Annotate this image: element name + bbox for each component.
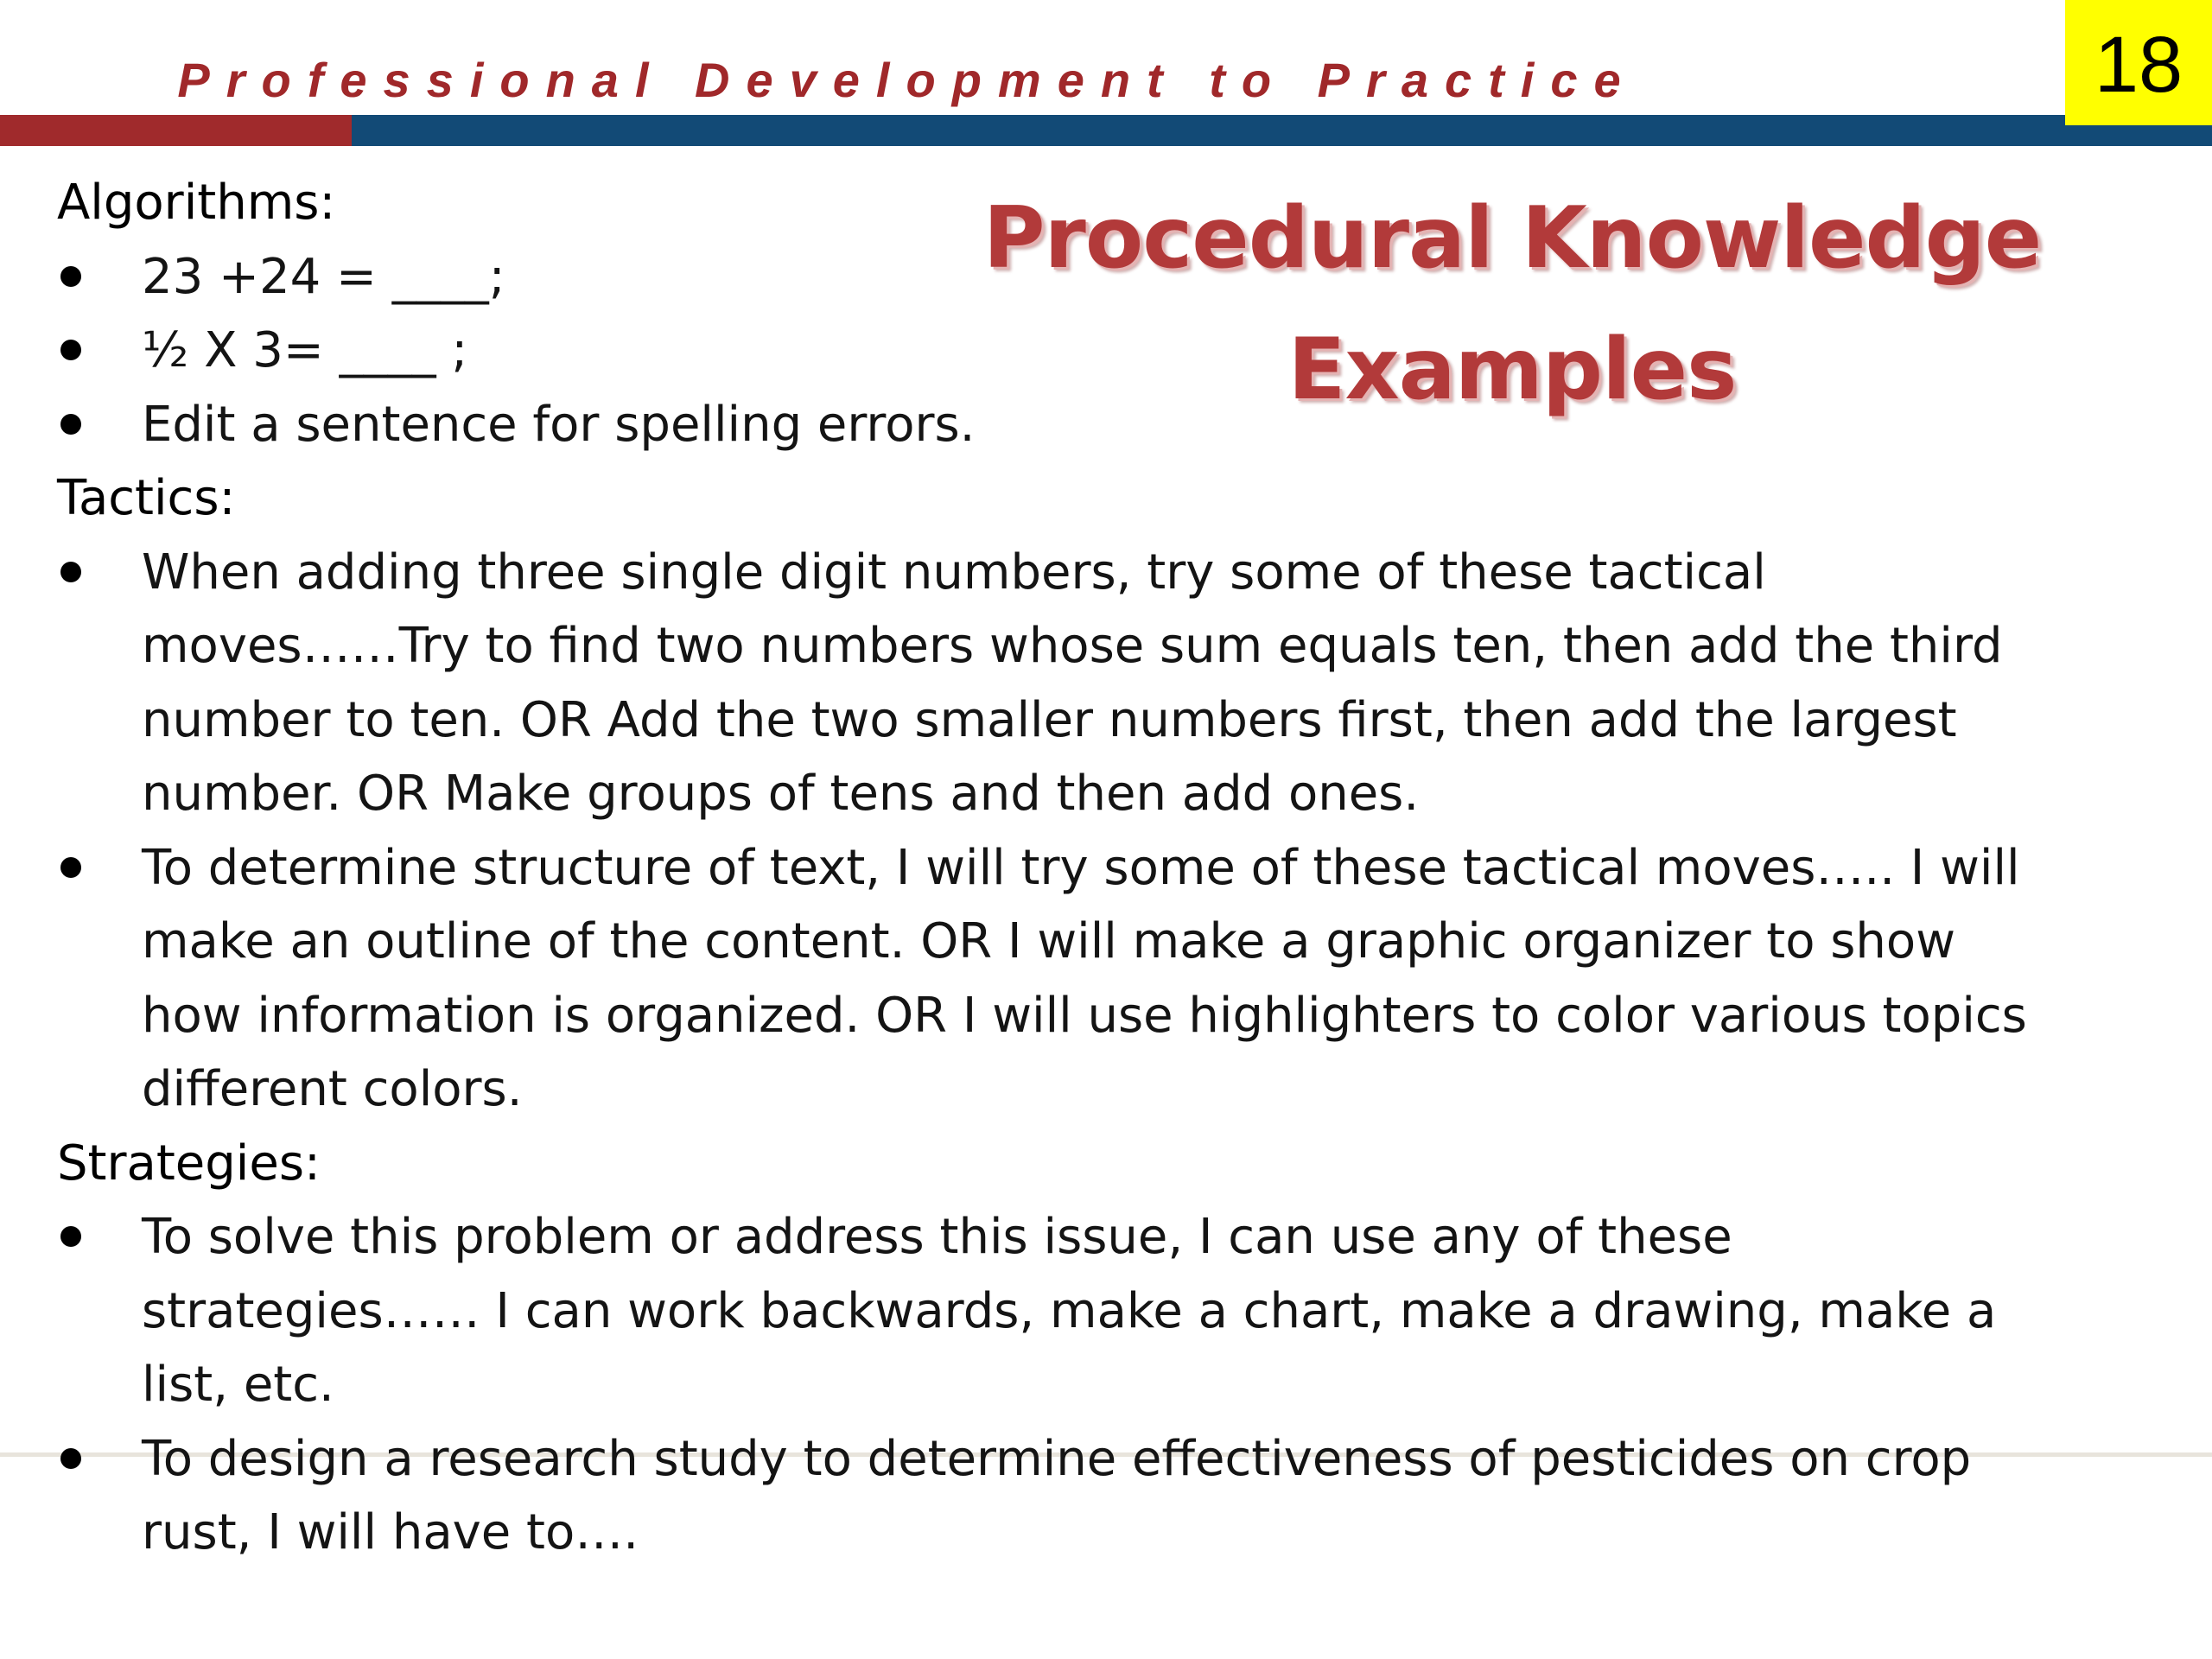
list-item [57, 1422, 2027, 1570]
bullet-icon [60, 414, 81, 435]
slide-title-line-1: Procedural Knowledge [982, 189, 2042, 288]
algorithms-list [57, 240, 2027, 462]
bullet-icon [60, 266, 81, 287]
tactics-heading: Tactics: [57, 470, 236, 526]
bullet-icon [60, 1226, 81, 1247]
header-bar-red [0, 115, 352, 146]
strategies-heading: Strategies: [57, 1135, 321, 1192]
list-item-text: ½ X 3= ____ ; [142, 322, 468, 378]
algorithms-heading: Algorithms: [57, 175, 336, 231]
header-title: Professional Development to Practice [177, 53, 1637, 107]
list-item-text: To determine structure of text, I will try some of these tactical moves….. I will make an outline of the content. OR I will make a graphic organizer to show how information is organized. OR I will use highlighters to color various topics different colors. [142, 839, 2027, 1117]
page-number-badge: 18 [2065, 0, 2212, 125]
strategies-list [57, 1200, 2027, 1570]
bullet-icon [60, 1448, 81, 1469]
list-item-text: To solve this problem or address this issue, I can use any of these strategies…… I can work backwards, make a chart, make a drawing, make a list, etc. [142, 1209, 1997, 1413]
header-bar-blue [352, 115, 2212, 146]
list-item [57, 831, 2027, 1127]
list-item [57, 536, 2027, 831]
bullet-icon [60, 857, 81, 878]
slide-title-line-2: Examples [1287, 321, 1737, 419]
bullet-icon [60, 340, 81, 360]
list-item-text: Edit a sentence for spelling errors. [142, 396, 976, 453]
slide-content [57, 166, 2027, 1570]
list-item-text: 23 +24 = ____; [142, 248, 505, 305]
tactics-list [57, 536, 2027, 1127]
bullet-icon [60, 562, 81, 582]
list-item-text: When adding three single digit numbers, try some of these tactical moves……Try to find two numbers whose sum equals ten, then add the third number to ten. OR Add the two smaller numbers first, then add the largest number. OR Make groups of tens and then add ones. [142, 543, 2003, 822]
list-item [57, 388, 2027, 462]
list-item [57, 1200, 2027, 1422]
list-item-text: To design a research study to determine effectiveness of pesticides on crop rust, I will have to…. [142, 1430, 1972, 1560]
list-item [57, 314, 2027, 388]
list-item [57, 240, 2027, 315]
